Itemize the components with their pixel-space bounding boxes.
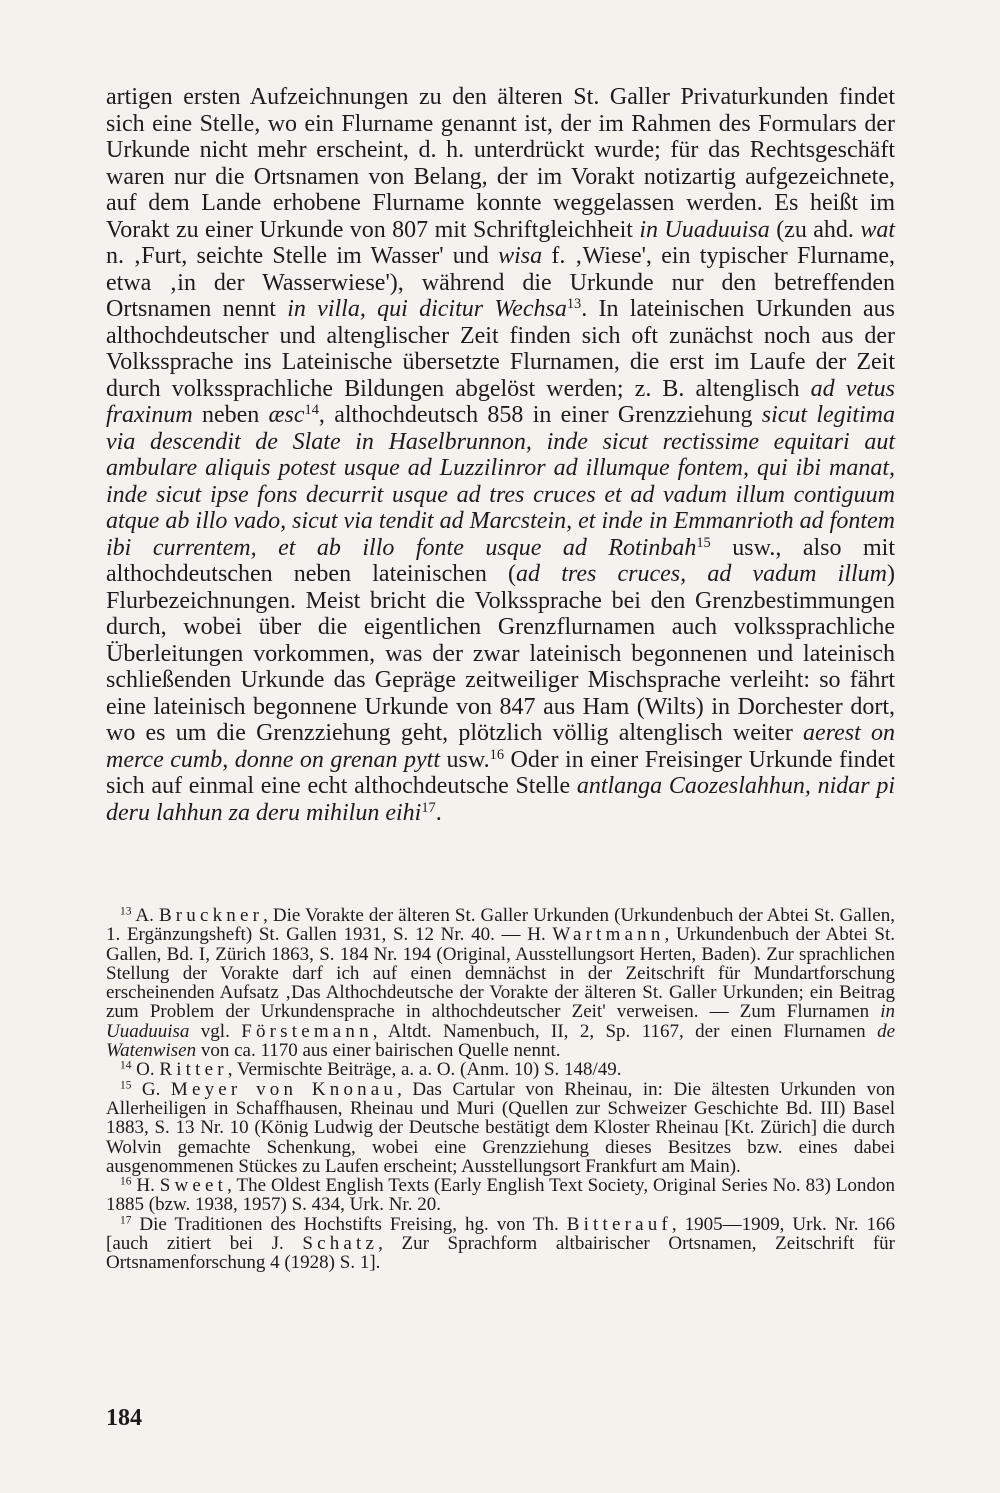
footnote-number: 17 [120,1214,132,1227]
footnote-ref-14[interactable]: 14 [304,402,319,419]
footnote-ref-16[interactable]: 16 [489,746,505,763]
author-name: Meyer von Knonau [170,1078,398,1100]
footnote-14: $^{14}$ O. Ritter, Vermischte Beiträge, a. a. O. (Anm. 10) S. 148/49. [120,1059,622,1081]
footnote-ref-17[interactable]: 17 [421,799,436,816]
author-name: Bruckner [158,905,264,926]
footnotes [106,906,895,1273]
footnote-number: 14 [120,1060,132,1073]
footnote-15: $^{15}$ G. Meyer von Knonau, Das Cartular von Rheinau, in: Die ältesten Urkunden von Allerheiligen in Schaffhausen, Rheinau und Muri (Quellen zur Schweizer Geschichte Bd. III) Basel 1883, S. 13 Nr. 10 (König Ludwig der Deutsche bestätigt dem Kloster Rheinau [Kt. Zürich] die durch Wolvin gemachte Schenkung, wobei eine Grenzziehung dieses Besitzes bzw. eines dabei ausgenommenen Stückes zu Laufen erscheint; Ausstellungsort Frankfurt am Main). [106,1078,895,1177]
author-name: Bitterauf [566,1213,672,1235]
author-name: Sweet [159,1175,228,1197]
author-name: Wartmann [552,924,665,946]
author-name: Schatz [302,1233,379,1255]
footnote-13: $^{13}$ A. Bruckner, Die Vorakte der älteren St. Galler Urkunden (Urkundenbuch der Abtei St. Gallen, 1. Ergänzungsheft) St. Gallen 1931, S. 12 Nr. 40. — H. Wartmann, Urkundenbuch der Abtei St. Gallen, Bd. I, Zürich 1863, S. 184 Nr. 194 (Original, Ausstellungsort Herten, Baden). Zur sprachlichen Stellung der Vorakte darf ich auf einen demnächst in der Zeitschrift für Mundartforschung erscheinenden Aufsatz ‚Das Althochdeutsche der Vorakte der älteren St. Galler Urkunden; ein Beitrag zum Problem der Urkundensprache in althochdeutscher Zeit' verweisen. — Zum Flurnamen in Uuaduuisa vgl. Förstemann, Altdt. Namenbuch, II, 2, Sp. 1167, der einen Flurnamen de Watenwisen von ca. 1170 aus einer bairischen Quelle nennt. [106,905,896,1062]
body-text [106,84,895,826]
footnote-ref-15[interactable]: 15 [696,534,711,551]
footnote-number: 15 [120,1079,132,1092]
footnote-16: $^{16}$ H. Sweet, The Oldest English Texts (Early English Text Society, Original Series No. 83) London 1885 (bzw. 1938, 1957) S. 434, Urk. Nr. 20. [106,1175,895,1216]
page-number: 184 [106,1405,142,1431]
footnote-number: 16 [120,1175,132,1188]
author-name: Förstemann [241,1020,373,1042]
footnote-ref-13[interactable]: 13 [566,296,582,313]
footnote-17: $^{17}$ Die Traditionen des Hochstifts Freising, hg. von Th. Bitterauf, 1905—1909, Urk. Nr. 166 [auch zitiert bei J. Schatz, Zur Sprachform altbairischer Ortsnamen, Zeitschrift für Ortsnamenforschung 4 (1928) S. 1]. [106,1213,896,1274]
author-name: Ritter [159,1059,228,1081]
footnote-number: 13 [120,905,132,918]
body-paragraph: artigen ersten Aufzeichnungen zu den älteren St. Galler Privaturkunden findet sich eine Stelle, wo ein Flurname genannt ist, der im Rahmen des Formulars der Urkunde nicht mehr erscheint, d. h. unterdrückt wurde; für das Rechtsgeschäft waren nur die Ortsnamen von Belang, der im Vorakt notizartig aufgezeichnete, auf dem Lande erhobene Flurname konnte weggelassen werden. Es heißt im Vorakt zu einer Urkunde von 807 mit Schriftgleichheit in Uuaduuisa (zu ahd. wat n. ‚Furt, seichte Stelle im Wasser' und wisa f. ‚Wiese', ein typischer Flurname, etwa ‚in der Wasserwiese'), während die Urkunde nur den betreffenden Ortsnamen nennt in villa, qui dicitur Wechsa$^{13}$. In lateinischen Urkunden aus althochdeutscher und altenglischer Zeit finden sich oft zunächst noch aus der Volkssprache ins Lateinische übersetzte Flurnamen, die erst im Laufe der Zeit durch volkssprachliche Bildungen abgelöst werden; z. B. altenglisch ad vetus fraxinum neben æsc$^{14}$, althochdeutsch 858 in einer Grenzziehung sicut legitima via descendit de Slate in Haselbrunnon, inde sicut rectissime equitari aut ambulare aliquis potest usque ad Luzzilinror ad illumque fontem, qui ibi manat, inde sicut ipse fons decurrit usque ad tres cruces et ad vadum illum contiguum atque ab illo vado, sicut via tendit ad Marcstein, et inde in Emmanrioth ad fontem ibi currentem, et ab illo fonte usque ad Rotinbah$^{15}$ usw., also mit althochdeutschen neben lateinischen (ad tres cruces, ad vadum illum) Flurbezeichnungen. Meist bricht die Volkssprache bei den Grenzbestimmungen durch, wobei über die eigentlichen Grenzflurnamen auch volkssprachliche Überleitungen vorkommen, was der zwar lateinisch begonnenen und lateinisch schließenden Urkunde das Gepräge zeitweiliger Mischsprache verleiht: so fährt eine lateinisch begonnene Urkunde von 847 aus Ham (Wilts) in Dorchester dort, wo es um die Grenzziehung geht, plötzlich völlig altenglisch weiter aerest on merce cumb, donne on grenan pytt usw.$^{16}$ Oder in einer Freisinger Urkunde findet sich auf einmal eine echt althochdeutsche Stelle antlanga Caozeslahhun, nidar pi deru lahhun za deru mihilun eihi$^{17}$. [106,84,896,826]
